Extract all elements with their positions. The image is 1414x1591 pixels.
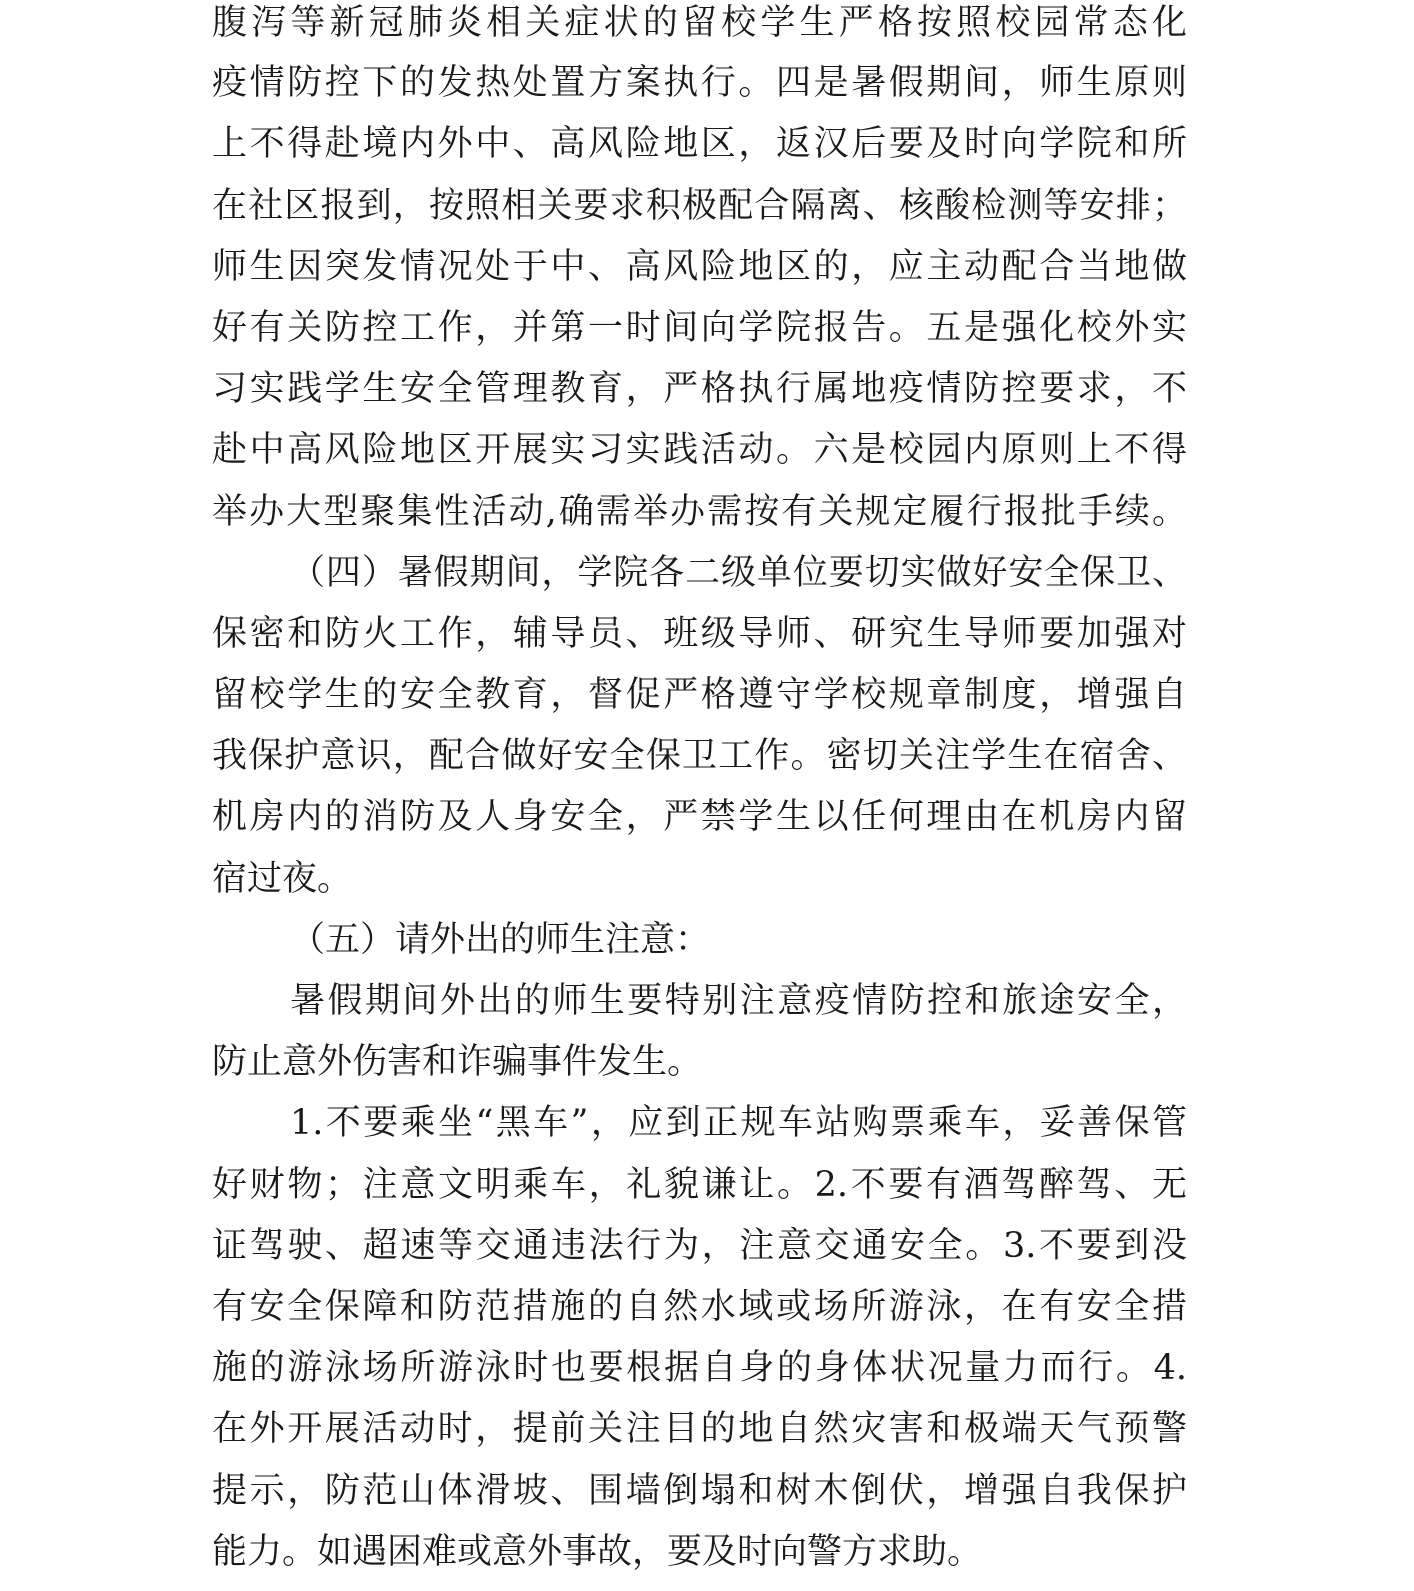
text-line: 能力。如遇困难或意外事故，要及时向警方求助。 <box>212 1532 983 1572</box>
text-line: 师生因突发情况处于中、高风险地区的，应主动配合当地做 <box>212 247 1187 287</box>
text-line: 好有关防控工作，并第一时间向学院报告。五是强化校外实 <box>212 308 1187 348</box>
text-line: 施的游泳场所游泳时也要根据自身的身体状况量力而行。4. <box>212 1348 1187 1388</box>
text-line: 机房内的消防及人身安全，严禁学生以任何理由在机房内留 <box>212 797 1187 837</box>
text-line: 好财物；注意文明乘车，礼貌谦让。2.不要有酒驾醉驾、无 <box>212 1165 1187 1205</box>
text-line: 有安全保障和防范措施的自然水域或场所游泳，在有安全措 <box>212 1287 1187 1327</box>
text-line: 在外开展活动时，提前关注目的地自然灾害和极端天气预警 <box>212 1409 1187 1449</box>
text-line: 暑假期间外出的师生要特别注意疫情防控和旅途安全， <box>290 981 1187 1021</box>
text-line: 留校学生的安全教育，督促严格遵守学校规章制度，增强自 <box>212 675 1187 715</box>
text-line: 在社区报到，按照相关要求积极配合隔离、核酸检测等安排； <box>212 186 1187 226</box>
text-line: 提示，防范山体滑坡、围墙倒塌和树木倒伏，增强自我保护 <box>212 1471 1187 1511</box>
text-line: 习实践学生安全管理教育，严格执行属地疫情防控要求，不 <box>212 369 1187 409</box>
section-heading-5: （五）请外出的师生注意： <box>290 920 711 960</box>
text-line: 举办大型聚集性活动,确需举办需按有关规定履行报批手续。 <box>212 492 1187 532</box>
section-heading-4: （四）暑假期间，学院各二级单位要切实做好安全保卫、 <box>290 553 1187 593</box>
text-line: 保密和防火工作，辅导员、班级导师、研究生导师要加强对 <box>212 614 1187 654</box>
text-line: 赴中高风险地区开展实习实践活动。六是校园内原则上不得 <box>212 430 1187 470</box>
list-item-line: 1.不要乘坐“黑车”，应到正规车站购票乘车，妥善保管 <box>290 1103 1187 1143</box>
text-line: 防止意外伤害和诈骗事件发生。 <box>212 1042 703 1082</box>
text-line: 腹泻等新冠肺炎相关症状的留校学生严格按照校园常态化 <box>212 3 1187 43</box>
text-line: 上不得赴境内外中、高风险地区，返汉后要及时向学院和所 <box>212 124 1187 164</box>
text-line: 宿过夜。 <box>212 859 353 899</box>
text-line: 我保护意识，配合做好安全保卫工作。密切关注学生在宿舍、 <box>212 736 1187 776</box>
text-line: 疫情防控下的发热处置方案执行。四是暑假期间，师生原则 <box>212 63 1187 103</box>
text-line: 证驾驶、超速等交通违法行为，注意交通安全。3.不要到没 <box>212 1226 1187 1266</box>
